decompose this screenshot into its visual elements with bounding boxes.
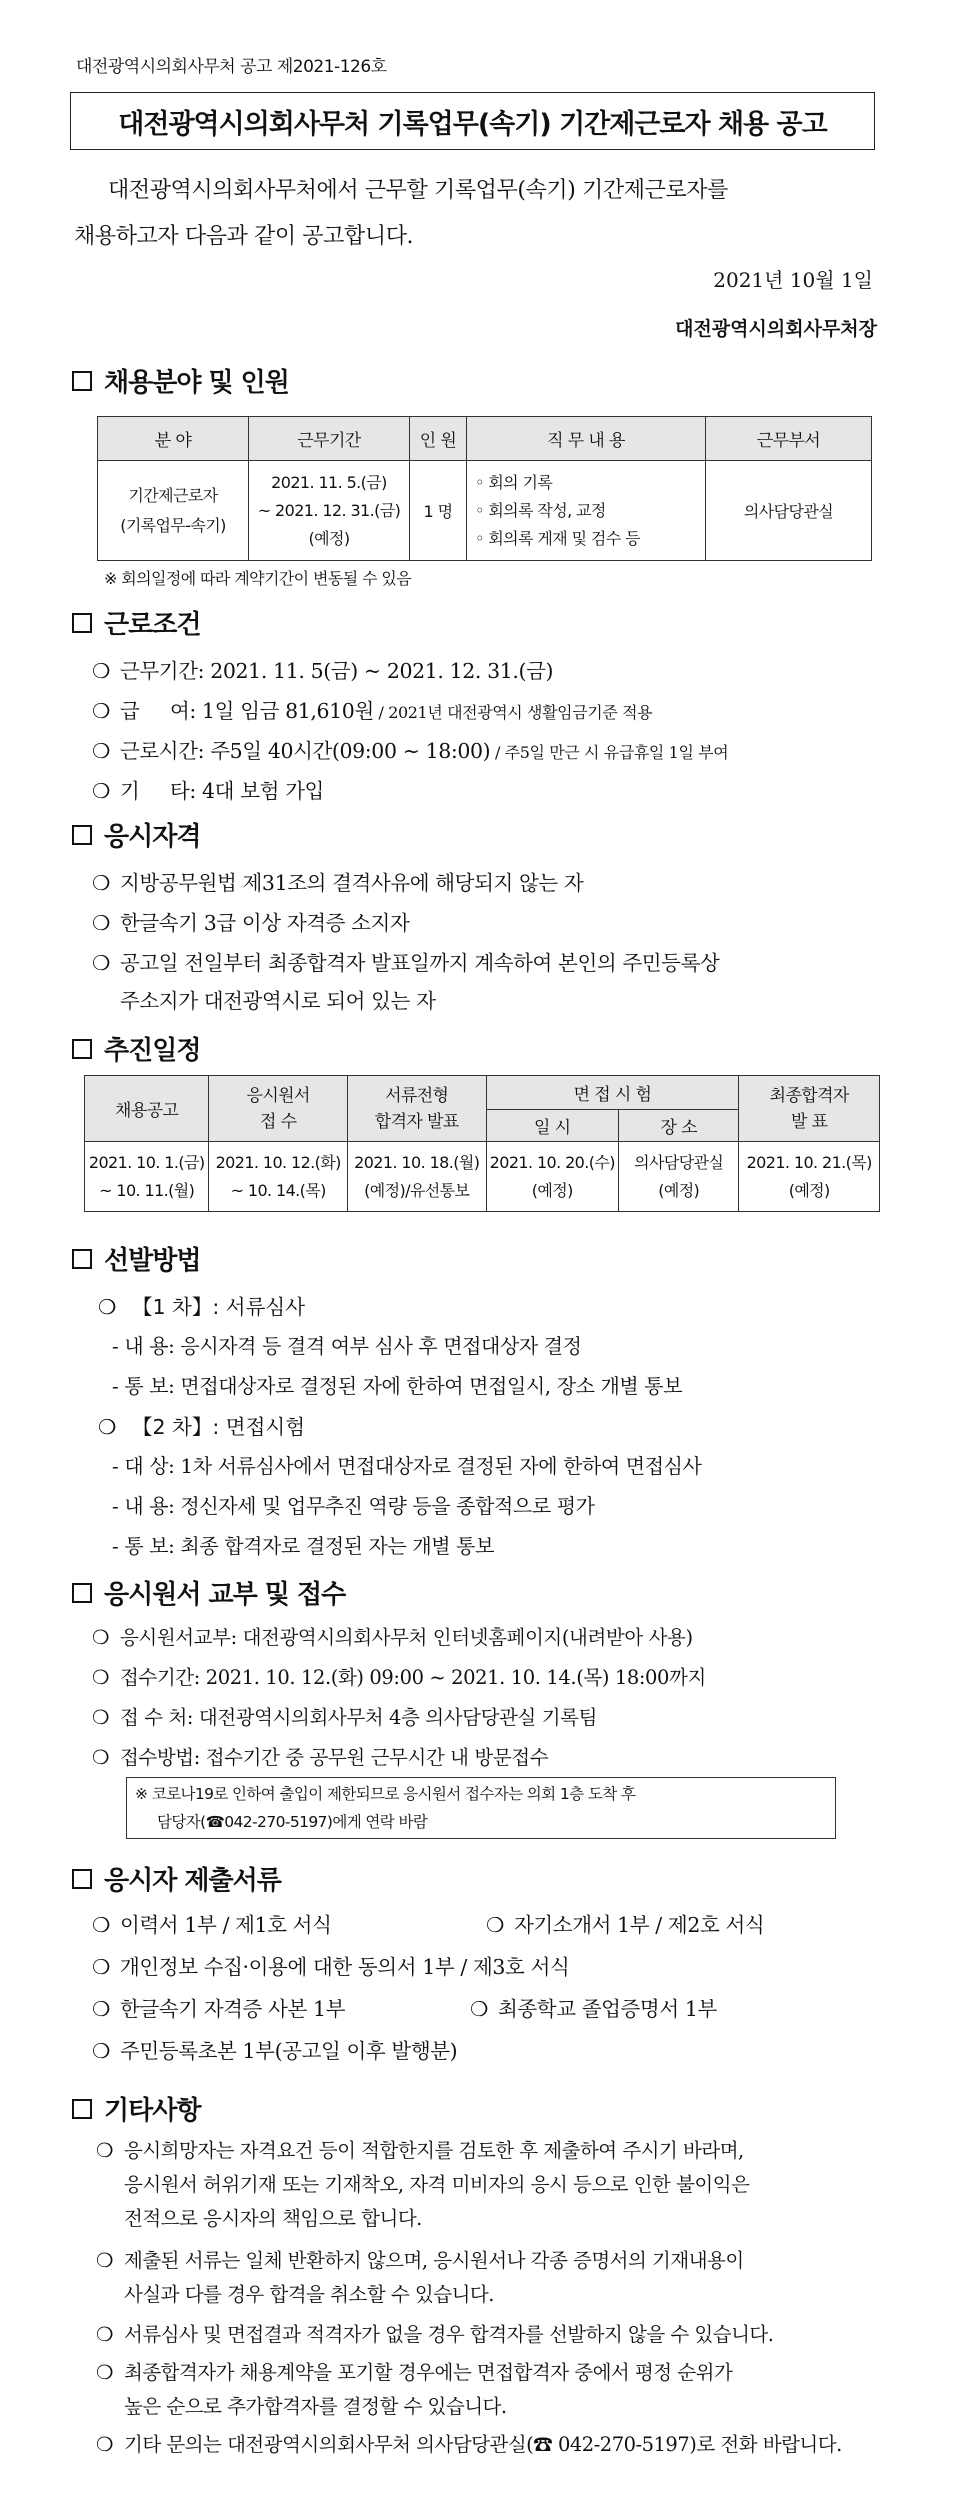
- section-title-text: 응시자격: [104, 822, 201, 852]
- th-line: 응시원서: [246, 1085, 310, 1106]
- th-count: 인 원: [410, 417, 467, 461]
- th-line: 접 수: [259, 1111, 297, 1132]
- condition-text: 1일 임금 81,610원: [202, 699, 374, 723]
- cell-final: [739, 1142, 880, 1212]
- condition-item: [92, 694, 652, 724]
- condition-item: [92, 734, 728, 764]
- document-item: [92, 1908, 331, 1938]
- document-text: 자기소개서 1부 / 제2호 서식: [514, 1913, 765, 1937]
- bullet-circle-icon: ❍: [92, 699, 110, 723]
- cell-line: 2021. 10. 21.(목): [746, 1152, 872, 1172]
- cell-announce: [85, 1142, 209, 1212]
- section-title-text: 추진일정: [104, 1036, 201, 1066]
- th-line: 합격자 발표: [374, 1111, 459, 1132]
- bullet-circle-icon: ❍: [96, 2433, 113, 2456]
- section-title-text: 채용분야 및 인원: [104, 368, 289, 398]
- intro-line-1: 대전광역시의회사무처에서 근무할 기록업무(속기) 기간제근로자를: [108, 178, 729, 203]
- section-title-selection: [72, 1240, 200, 1277]
- th-application: [209, 1076, 348, 1142]
- bullet-circle-icon: ❍: [92, 1997, 110, 2021]
- other-item: [96, 2244, 888, 2312]
- bullet-circle-icon: ❍: [96, 2249, 113, 2272]
- other-item: [96, 2318, 888, 2352]
- condition-small: / 주5일 만근 시 유급휴일 1일 부여: [490, 743, 729, 762]
- bullet-circle-icon: ❍: [92, 659, 110, 683]
- qualification-text: 한글속기 3급 이상 자격증 소지자: [120, 911, 410, 935]
- bullet-circle-icon: ❍: [96, 2361, 113, 2384]
- recruit-note: ※ 회의일정에 따라 계약기간이 변동될 수 있음: [104, 569, 412, 588]
- condition-label: 근무기간:: [120, 659, 205, 683]
- section-square-icon: [72, 371, 92, 391]
- bullet-circle-icon: ❍: [92, 951, 110, 975]
- cell-document: [347, 1142, 486, 1212]
- stage2-item: - 내 용: 정신자세 및 업무추진 역량 등을 종합적으로 평가: [112, 1494, 595, 1518]
- bullet-circle-icon: ❍: [92, 2039, 110, 2063]
- cell-interview-place: [619, 1142, 739, 1212]
- section-title-text: 응시자 제출서류: [104, 1866, 281, 1896]
- cell-line: 2021. 10. 12.(화): [215, 1152, 341, 1172]
- condition-small: / 2021년 대전광역시 생활임금기준 적용: [373, 703, 653, 722]
- cell-interview-date: [486, 1142, 619, 1212]
- th-document: [347, 1076, 486, 1142]
- bullet-circle-icon: ❍: [92, 871, 110, 895]
- application-text: 접수방법: 접수기간 중 공무원 근무시간 내 방문접수: [120, 1746, 549, 1769]
- section-title-text: 근로조건: [104, 610, 201, 640]
- cell-line: (예정): [531, 1180, 573, 1200]
- cell-line: 2021. 10. 20.(수): [489, 1152, 615, 1172]
- field-line: (기록업무-속기): [120, 515, 226, 535]
- cell-line: 2021. 10. 1.(금): [88, 1152, 205, 1172]
- intro-paragraph: [74, 168, 882, 260]
- cell-count: 1 명: [410, 461, 467, 561]
- document-text: 한글속기 자격증 사본 1부: [120, 1997, 346, 2021]
- document-text: 주민등록초본 1부(공고일 이후 발행분): [120, 2039, 458, 2063]
- cell-line: 2021. 10. 18.(월): [354, 1152, 480, 1172]
- cell-line: ~ 10. 11.(월): [99, 1180, 195, 1200]
- bullet-circle-icon: ❍: [92, 779, 110, 803]
- bullet-circle-icon: ❍: [98, 1295, 117, 1319]
- other-item: [96, 2356, 888, 2424]
- cell-line: (예정): [788, 1180, 830, 1200]
- other-text: 서류심사 및 면접결과 적격자가 없을 경우 합격자를 선발하지 않을 수 있습니다.: [124, 2323, 774, 2346]
- th-line: 최종합격자: [769, 1085, 849, 1106]
- condition-text: 2021. 11. 5(금) ~ 2021. 12. 31.(금): [210, 659, 554, 683]
- cell-duties: [467, 461, 706, 561]
- bullet-circle-icon: ❍: [92, 911, 110, 935]
- section-title-documents: [72, 1860, 281, 1897]
- bullet-circle-icon: ❍: [92, 739, 110, 763]
- issuer: 대전광역시의회사무처장: [675, 318, 877, 340]
- th-interview-place: 장 소: [619, 1110, 739, 1142]
- document-text: 개인정보 수집·이용에 대한 동의서 1부 / 제3호 서식: [120, 1955, 570, 1979]
- other-text: 제출된 서류는 일체 반환하지 않으며, 응시원서나 각종 증명서의 기재내용이: [124, 2249, 744, 2272]
- bullet-circle-icon: ❍: [92, 1706, 110, 1729]
- cell-field: [98, 461, 249, 561]
- selection-stage-2: [98, 1410, 305, 1440]
- section-title-conditions: [72, 604, 200, 641]
- document-item: [92, 1992, 345, 2022]
- duty-line: ◦ 회의록 작성, 교정: [475, 500, 606, 520]
- application-item: [92, 1622, 693, 1650]
- qualification-item: [92, 946, 719, 976]
- period-line: ~ 2021. 12. 31.(금): [257, 500, 401, 520]
- notice-number: 대전광역시의회사무처 공고 제2021-126호: [76, 57, 387, 77]
- other-text: 사실과 다를 경우 합격을 취소할 수 있습니다.: [124, 2283, 494, 2306]
- cell-dept: 의사담당관실: [706, 461, 872, 561]
- other-text: 전적으로 응시자의 책임으로 합니다.: [124, 2207, 422, 2230]
- bullet-circle-icon: ❍: [92, 1955, 110, 1979]
- cell-application: [209, 1142, 348, 1212]
- document-item: [470, 1992, 717, 2022]
- application-text: 접수기간: 2021. 10. 12.(화) 09:00 ~ 2021. 10. 14.(목) 18:00까지: [120, 1666, 706, 1689]
- section-title-other: [72, 2090, 200, 2127]
- bullet-circle-icon: ❍: [96, 2139, 113, 2162]
- notice-date: 2021년 10월 1일: [713, 268, 873, 292]
- section-title-application: [72, 1574, 345, 1611]
- intro-line-2: 채용하고자 다음과 같이 공고합니다.: [74, 224, 414, 249]
- section-title-text: 응시원서 교부 및 접수: [104, 1580, 346, 1610]
- section-title-qualifications: [72, 816, 200, 853]
- qualification-text: 공고일 전일부터 최종합격자 발표일까지 계속하여 본인의 주민등록상: [120, 951, 720, 975]
- qualification-item-continued: 주소지가 대전광역시로 되어 있는 자: [120, 989, 436, 1013]
- other-text: 응시원서 허위기재 또는 기재착오, 자격 미비자의 응시 등으로 인한 불이익은: [124, 2173, 750, 2196]
- covid-note-line: ※ 코로나19로 인하여 출입이 제한되므로 응시원서 접수자는 의회 1층 도착 후: [135, 1785, 636, 1803]
- covid-note-line: 담당자(☎042-270-5197)에게 연락 바람: [157, 1813, 428, 1831]
- stage-label: 【1 차】: 서류심사: [132, 1295, 305, 1319]
- document-text: 최종학교 졸업증명서 1부: [498, 1997, 717, 2021]
- application-item: [92, 1702, 597, 1730]
- document-text: 이력서 1부 / 제1호 서식: [120, 1913, 332, 1937]
- application-item: [92, 1662, 706, 1690]
- condition-item: [92, 774, 324, 804]
- other-text: 응시희망자는 자격요건 등이 적합한지를 검토한 후 제출하여 주시기 바라며,: [124, 2139, 744, 2162]
- cell-line: (예정)/유선통보: [364, 1180, 470, 1200]
- condition-label: 근로시간:: [120, 739, 205, 763]
- stage1-item: - 통 보: 면접대상자로 결정된 자에 한하여 면접일시, 장소 개별 통보: [112, 1374, 683, 1398]
- document-item: [92, 1950, 569, 1980]
- selection-stage-1: [98, 1290, 305, 1320]
- other-item: [96, 2428, 888, 2462]
- field-line: 기간제근로자: [128, 485, 218, 505]
- th-interview: 면 접 시 험: [486, 1076, 739, 1110]
- application-text: 접 수 처: 대전광역시의회사무처 4층 의사담당관실 기록팀: [120, 1706, 598, 1729]
- qualification-item: [92, 906, 409, 936]
- th-dept: 근무부서: [706, 417, 872, 461]
- schedule-table: [84, 1075, 880, 1212]
- bullet-circle-icon: ❍: [486, 1913, 504, 1937]
- other-text: 기타 문의는 대전광역시의회사무처 의사담당관실(☎ 042-270-5197)로 전화 바랍니다.: [124, 2433, 842, 2456]
- period-line: (예정): [308, 528, 350, 548]
- cell-line: 의사담당관실: [634, 1152, 724, 1172]
- th-interview-date: 일 시: [486, 1110, 619, 1142]
- section-title-schedule: [72, 1030, 200, 1067]
- bullet-circle-icon: ❍: [92, 1626, 110, 1649]
- section-title-recruit: [72, 362, 289, 399]
- th-final: [739, 1076, 880, 1142]
- section-square-icon: [72, 825, 92, 845]
- th-duties: 직 무 내 용: [467, 417, 706, 461]
- cell-period: [249, 461, 410, 561]
- covid-notice-box: [126, 1777, 836, 1839]
- qualification-item: [92, 866, 583, 896]
- application-item: [92, 1742, 548, 1770]
- cell-line: ~ 10. 14.(목): [230, 1180, 326, 1200]
- bullet-circle-icon: ❍: [98, 1415, 117, 1439]
- th-period: 근무기간: [249, 417, 410, 461]
- duty-line: ◦ 회의 기록: [475, 472, 553, 492]
- other-text: 최종합격자가 채용계약을 포기할 경우에는 면접합격자 중에서 평정 순위가: [124, 2361, 733, 2384]
- section-square-icon: [72, 1039, 92, 1059]
- application-text: 응시원서교부: 대전광역시의회사무처 인터넷홈페이지(내려받아 사용): [120, 1626, 693, 1649]
- section-square-icon: [72, 1583, 92, 1603]
- condition-text: 4대 보험 가입: [202, 779, 324, 803]
- condition-label: 기 타:: [120, 779, 196, 803]
- qualification-text: 지방공무원법 제31조의 결격사유에 해당되지 않는 자: [120, 871, 584, 895]
- th-line: 발 표: [790, 1111, 828, 1132]
- section-square-icon: [72, 1869, 92, 1889]
- condition-label: 급 여:: [120, 699, 196, 723]
- section-title-text: 선발방법: [104, 1246, 201, 1276]
- stage-label: 【2 차】: 면접시험: [132, 1415, 305, 1439]
- period-line: 2021. 11. 5.(금): [271, 472, 387, 492]
- th-line: 서류전형: [385, 1085, 449, 1106]
- section-square-icon: [72, 1249, 92, 1269]
- other-text: 높은 순으로 추가합격자를 결정할 수 있습니다.: [124, 2395, 507, 2418]
- section-square-icon: [72, 2099, 92, 2119]
- other-item: [96, 2134, 888, 2236]
- bullet-circle-icon: ❍: [92, 1913, 110, 1937]
- condition-text: 주5일 40시간(09:00 ∼ 18:00): [210, 739, 491, 763]
- section-title-text: 기타사항: [104, 2096, 201, 2126]
- notice-title: 대전광역시의회사무처 기록업무(속기) 기간제근로자 채용 공고: [70, 92, 875, 150]
- bullet-circle-icon: ❍: [96, 2323, 113, 2346]
- duty-line: ◦ 회의록 게재 및 검수 등: [475, 528, 640, 548]
- document-item: [92, 2034, 457, 2064]
- stage2-item: - 대 상: 1차 서류심사에서 면접대상자로 결정된 자에 한하여 면접심사: [112, 1454, 702, 1478]
- condition-item: [92, 654, 553, 684]
- bullet-circle-icon: ❍: [92, 1746, 110, 1769]
- cell-line: (예정): [658, 1180, 700, 1200]
- recruit-table: [97, 416, 872, 561]
- document-item: [486, 1908, 764, 1938]
- th-announce: 채용공고: [85, 1076, 209, 1142]
- section-square-icon: [72, 613, 92, 633]
- th-field: 분 야: [98, 417, 249, 461]
- stage1-item: - 내 용: 응시자격 등 결격 여부 심사 후 면접대상자 결정: [112, 1334, 582, 1358]
- bullet-circle-icon: ❍: [92, 1666, 110, 1689]
- stage2-item: - 통 보: 최종 합격자로 결정된 자는 개별 통보: [112, 1534, 494, 1558]
- bullet-circle-icon: ❍: [470, 1997, 488, 2021]
